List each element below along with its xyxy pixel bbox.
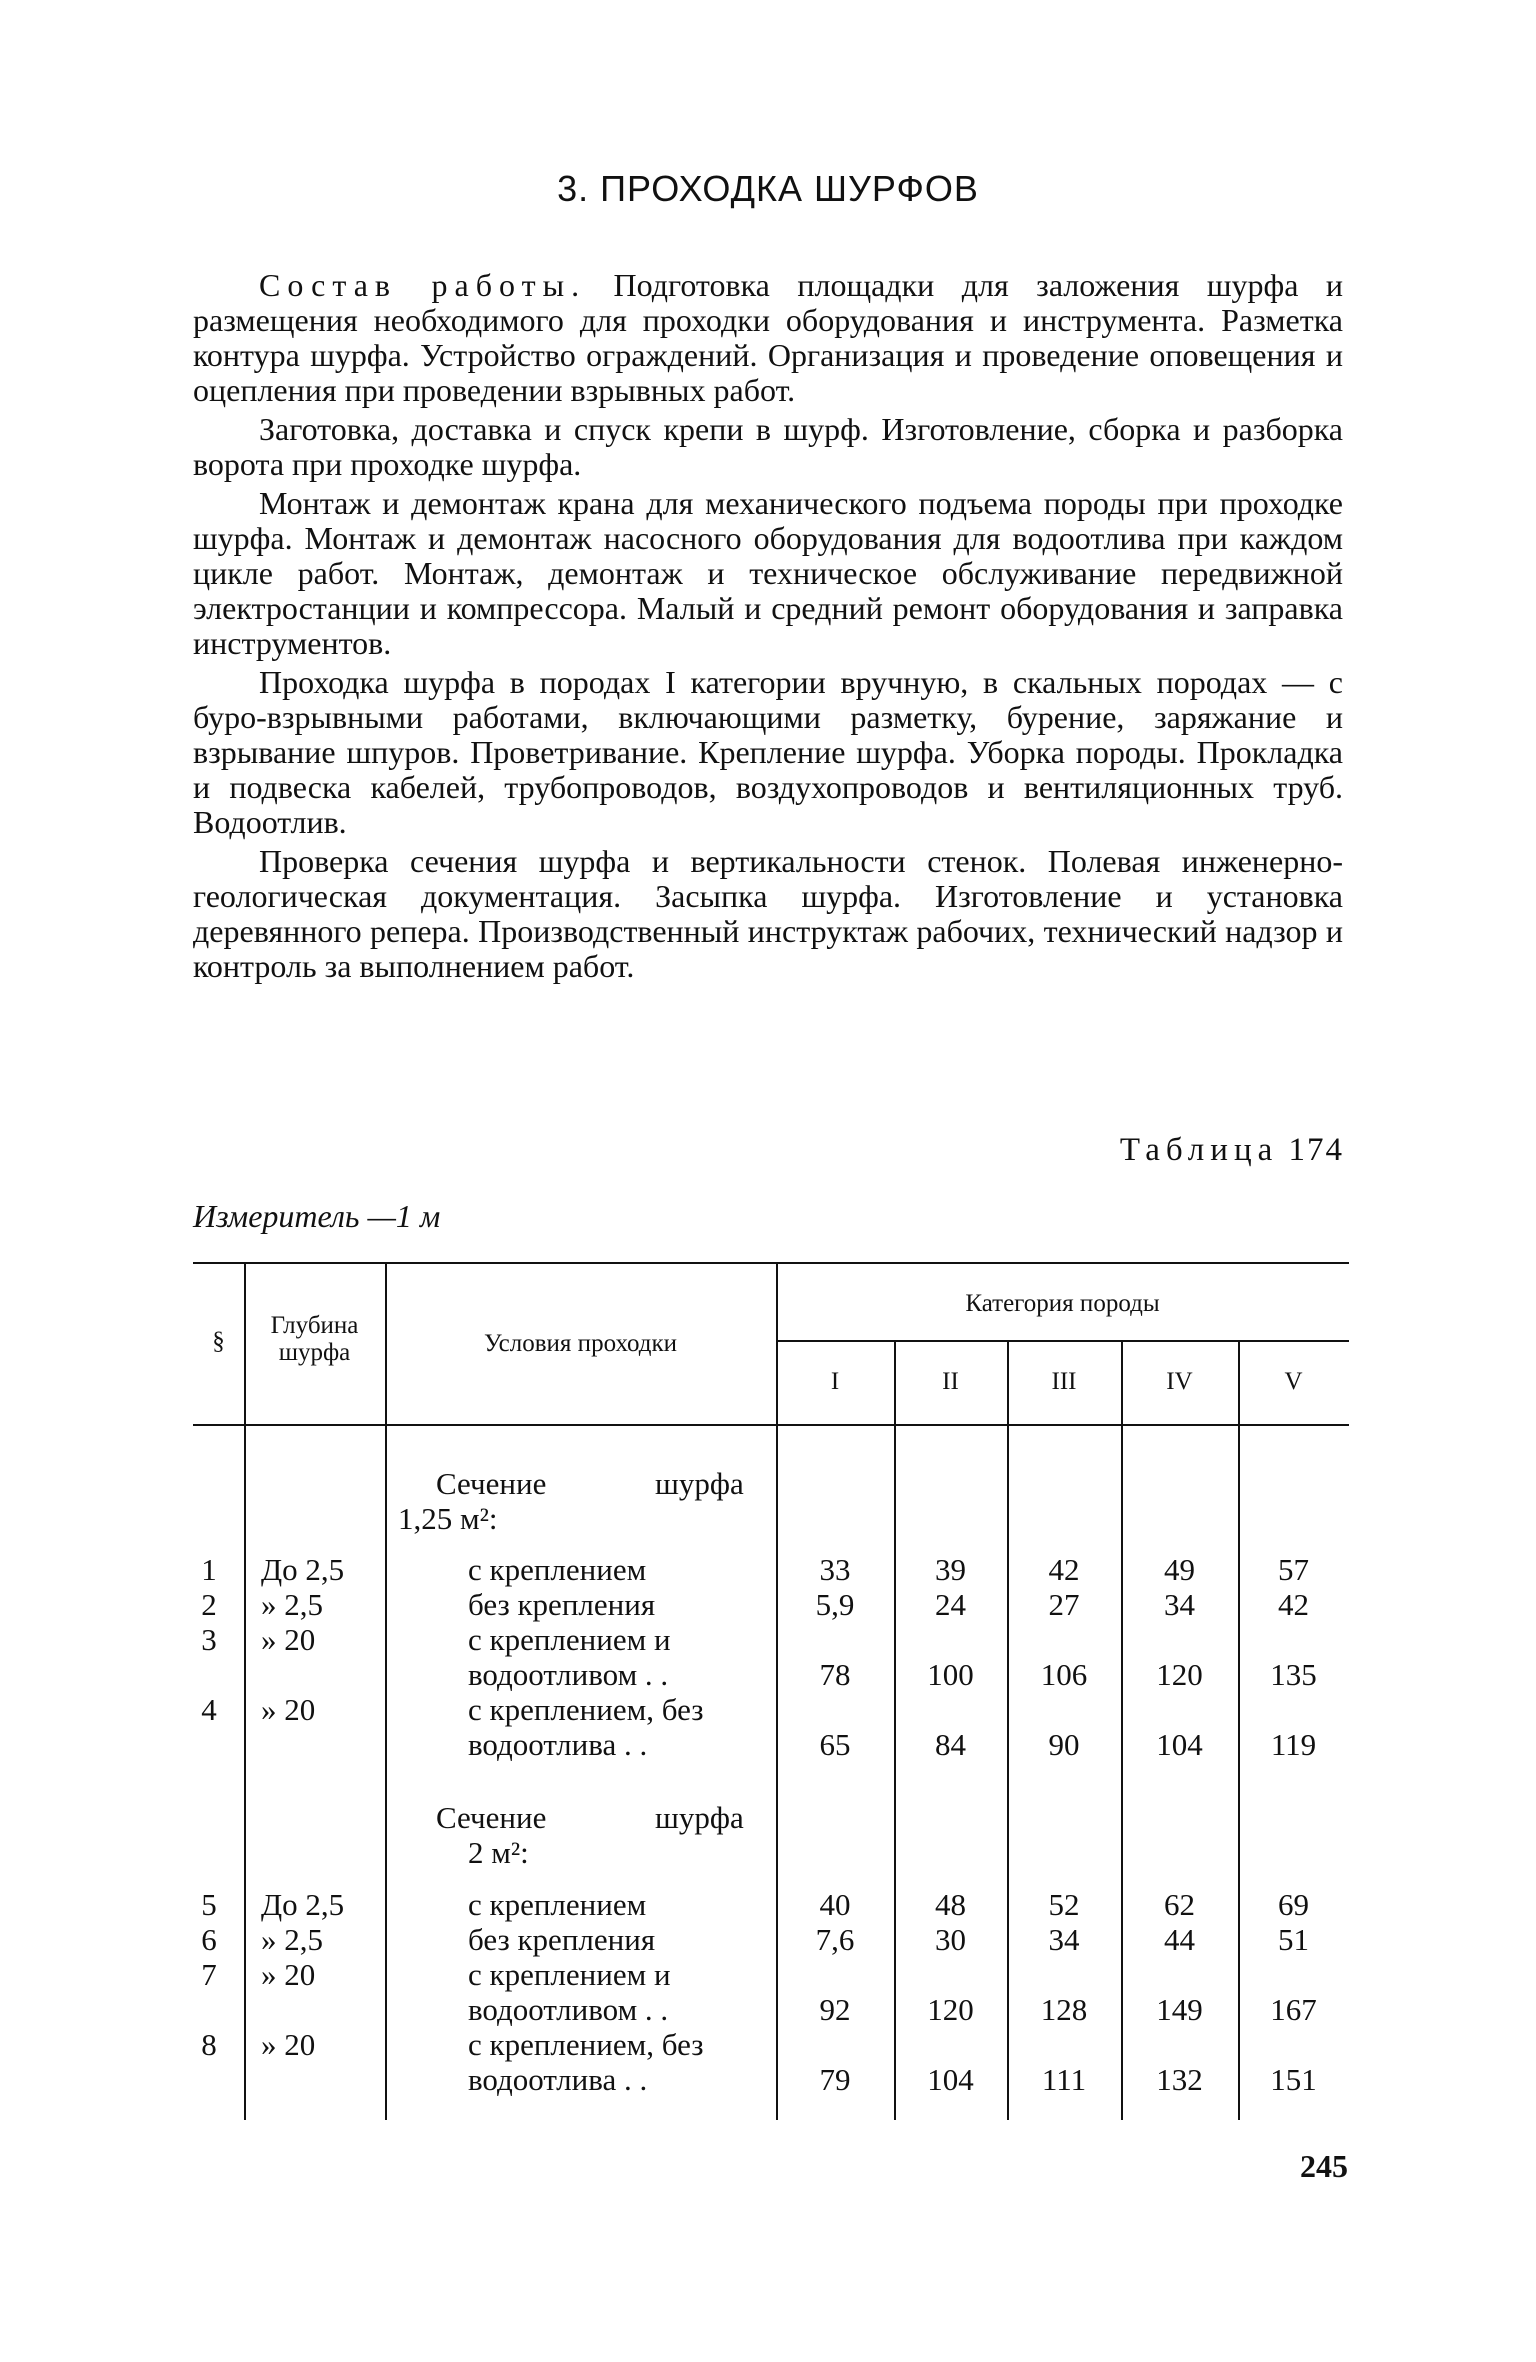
header-category: Категория породы [965,1290,1160,1317]
row-number: 2 [201,1587,217,1622]
row-condition-cont: водоотлива . . [468,1727,648,1762]
row-condition: с креплением и [468,1622,671,1657]
row-value: 62 [1164,1887,1195,1922]
paragraph-5: Проверка сечения шурфа и вертикальности стенок. Полевая инженерно-геологическая документация. Засыпка шурфа. Изготовление и установка деревянного репера. Производственный инструктаж рабочих, технический надзор и контроль за выполнением работ. [193,843,1343,984]
category-subheader-rule [778,1340,1349,1342]
row-depth: До 2,5 [261,1552,345,1587]
row-value: 119 [1270,1727,1317,1762]
header-bottom-rule [193,1424,1349,1426]
row-depth: » 2,5 [261,1587,323,1622]
row-value: 100 [927,1657,974,1692]
row-number: 7 [201,1957,217,1992]
row-number: 1 [201,1552,217,1587]
row-value: 79 [819,2062,851,2097]
row-value: 128 [1040,1992,1088,2027]
header-cat-i: I [830,1368,840,1395]
section-title: 3. ПРОХОДКА ШУРФОВ [557,168,979,209]
row-value: 34 [1048,1922,1080,1957]
row-value: 39 [935,1552,966,1587]
row-value: 120 [927,1992,974,2027]
row-value: 120 [1156,1657,1203,1692]
row-value: 151 [1270,2062,1317,2097]
row-value: 78 [819,1657,851,1692]
paragraph-3: Монтаж и демонтаж крана для механического подъема породы при проходке шурфа. Монтаж и демонтаж насосного оборудования для водоотлива при каждом цикле работ. Монтаж, демонтаж и техническое обслуживание передвижной электростанции и компрессора. Малый и средний ремонт оборудования и заправка инструментов. [193,485,1343,661]
row-number: 3 [201,1622,217,1657]
row-condition-cont: водоотливом . . [468,1657,669,1692]
row-value: 132 [1156,2062,1203,2097]
row-value: 167 [1270,1992,1317,2027]
row-depth: » 20 [261,2027,316,2062]
row-number: 6 [201,1922,217,1957]
row-value: 42 [1048,1552,1080,1587]
row-value: 57 [1278,1552,1309,1587]
row-value: 69 [1278,1887,1309,1922]
lead-heading: Состав работы. [259,267,587,303]
header-paragraph: § [212,1328,225,1355]
row-condition-cont: водоотлива . . [468,2062,648,2097]
row-condition: с креплением и [468,1957,671,1992]
row-value: 52 [1048,1887,1080,1922]
section-heading: Сечение [436,1800,547,1835]
row-depth: » 2,5 [261,1922,323,1957]
measure-unit: Измеритель —1 м [193,1198,441,1234]
header-cat-iii: III [1051,1368,1077,1395]
row-value: 104 [1156,1727,1203,1762]
row-depth: » 20 [261,1692,316,1727]
row-condition: без крепления [468,1587,656,1622]
row-condition: с креплением, без [468,2027,704,2062]
header-depth: Глубина шурфа [270,1312,359,1366]
row-value: 27 [1048,1587,1080,1622]
row-value: 44 [1164,1922,1195,1957]
row-value: 7,6 [815,1922,855,1957]
header-conditions: Условия проходки [483,1330,678,1357]
row-value: 149 [1156,1992,1203,2027]
row-value: 42 [1278,1587,1309,1622]
row-value: 135 [1270,1657,1317,1692]
row-value: 24 [935,1587,966,1622]
row-depth: До 2,5 [261,1887,345,1922]
paragraph-4: Проходка шурфа в породах I категории вручную, в скальных породах — с буро-взрывными работами, включающими разметку, бурение, заряжание и взрывание шпуров. Проветривание. Крепление шурфа. Уборка породы. Прокладка и подвеска кабелей, трубопроводов, воздухопроводов и вентиляционных труб. Водоотлив. [193,664,1343,840]
page-number: 245 [1300,2148,1348,2184]
norms-table: § Глубина шурфа Условия проходки Категория породы I II III IV V Сечение шурфа 1,25 м²: Сечение шурфа 2 м²: 1 До 2,5 с креплением 33 39 42 49 57 2 » 2,5 без крепления 5,9 24 27 34 42 3 » 20 с креплением и водоотливом . . 78 100 106 120 135 4 » 20 с креплением, без водоотлива . . 65 84 90 104 119 5 До 2,5 с креплением 40 48 52 62 69 6 » 2,5 без крепления 7,6 30 34 44 51 7 » 20 с креплением и водоотливом . . 92 120 128 149 167 8 » 20 с креплением, без водоотлива . . 79 104 111 132 151 [193,1262,1349,2122]
header-cat-iv: IV [1166,1368,1193,1395]
row-value: 84 [935,1727,966,1762]
row-number: 4 [201,1692,217,1727]
row-value: 92 [819,1992,851,2027]
col-divider [244,1262,246,2120]
table-label: Таблица 174 [1119,1132,1344,1168]
section-heading: Сечение [436,1466,547,1501]
row-condition: с креплением [468,1552,647,1587]
col-divider [385,1262,387,2120]
row-value: 90 [1048,1727,1080,1762]
row-value: 33 [819,1552,851,1587]
row-condition: с креплением [468,1887,647,1922]
row-value: 106 [1040,1657,1088,1692]
row-condition: с креплением, без [468,1692,704,1727]
row-value: 48 [935,1887,966,1922]
row-condition-cont: водоотливом . . [468,1992,669,2027]
row-value: 111 [1041,2062,1087,2097]
row-value: 5,9 [815,1587,855,1622]
work-composition-text [193,268,1343,988]
header-cat-v: V [1284,1368,1303,1395]
row-value: 30 [935,1922,966,1957]
header-cat-ii: II [942,1368,959,1395]
row-number: 5 [201,1887,217,1922]
row-value: 49 [1164,1552,1195,1587]
row-value: 51 [1278,1922,1309,1957]
row-condition: без крепления [468,1922,656,1957]
row-value: 40 [819,1887,851,1922]
table-top-rule [193,1262,1349,1264]
paragraph-1: Состав работы. Подготовка площадки для заложения шурфа и размещения необходимого для проходки оборудования и инструмента. Разметка контура шурфа. Устройство ограждений. Организация и проведение оповещения и оцепления при проведении взрывных работ. [193,267,1343,408]
row-depth: » 20 [261,1957,316,1992]
row-number: 8 [201,2027,217,2062]
paragraph-2: Заготовка, доставка и спуск крепи в шурф. Изготовление, сборка и разборка ворота при проходке шурфа. [193,411,1343,482]
row-depth: » 20 [261,1622,316,1657]
row-value: 65 [819,1727,851,1762]
row-value: 34 [1164,1587,1195,1622]
row-value: 104 [927,2062,974,2097]
